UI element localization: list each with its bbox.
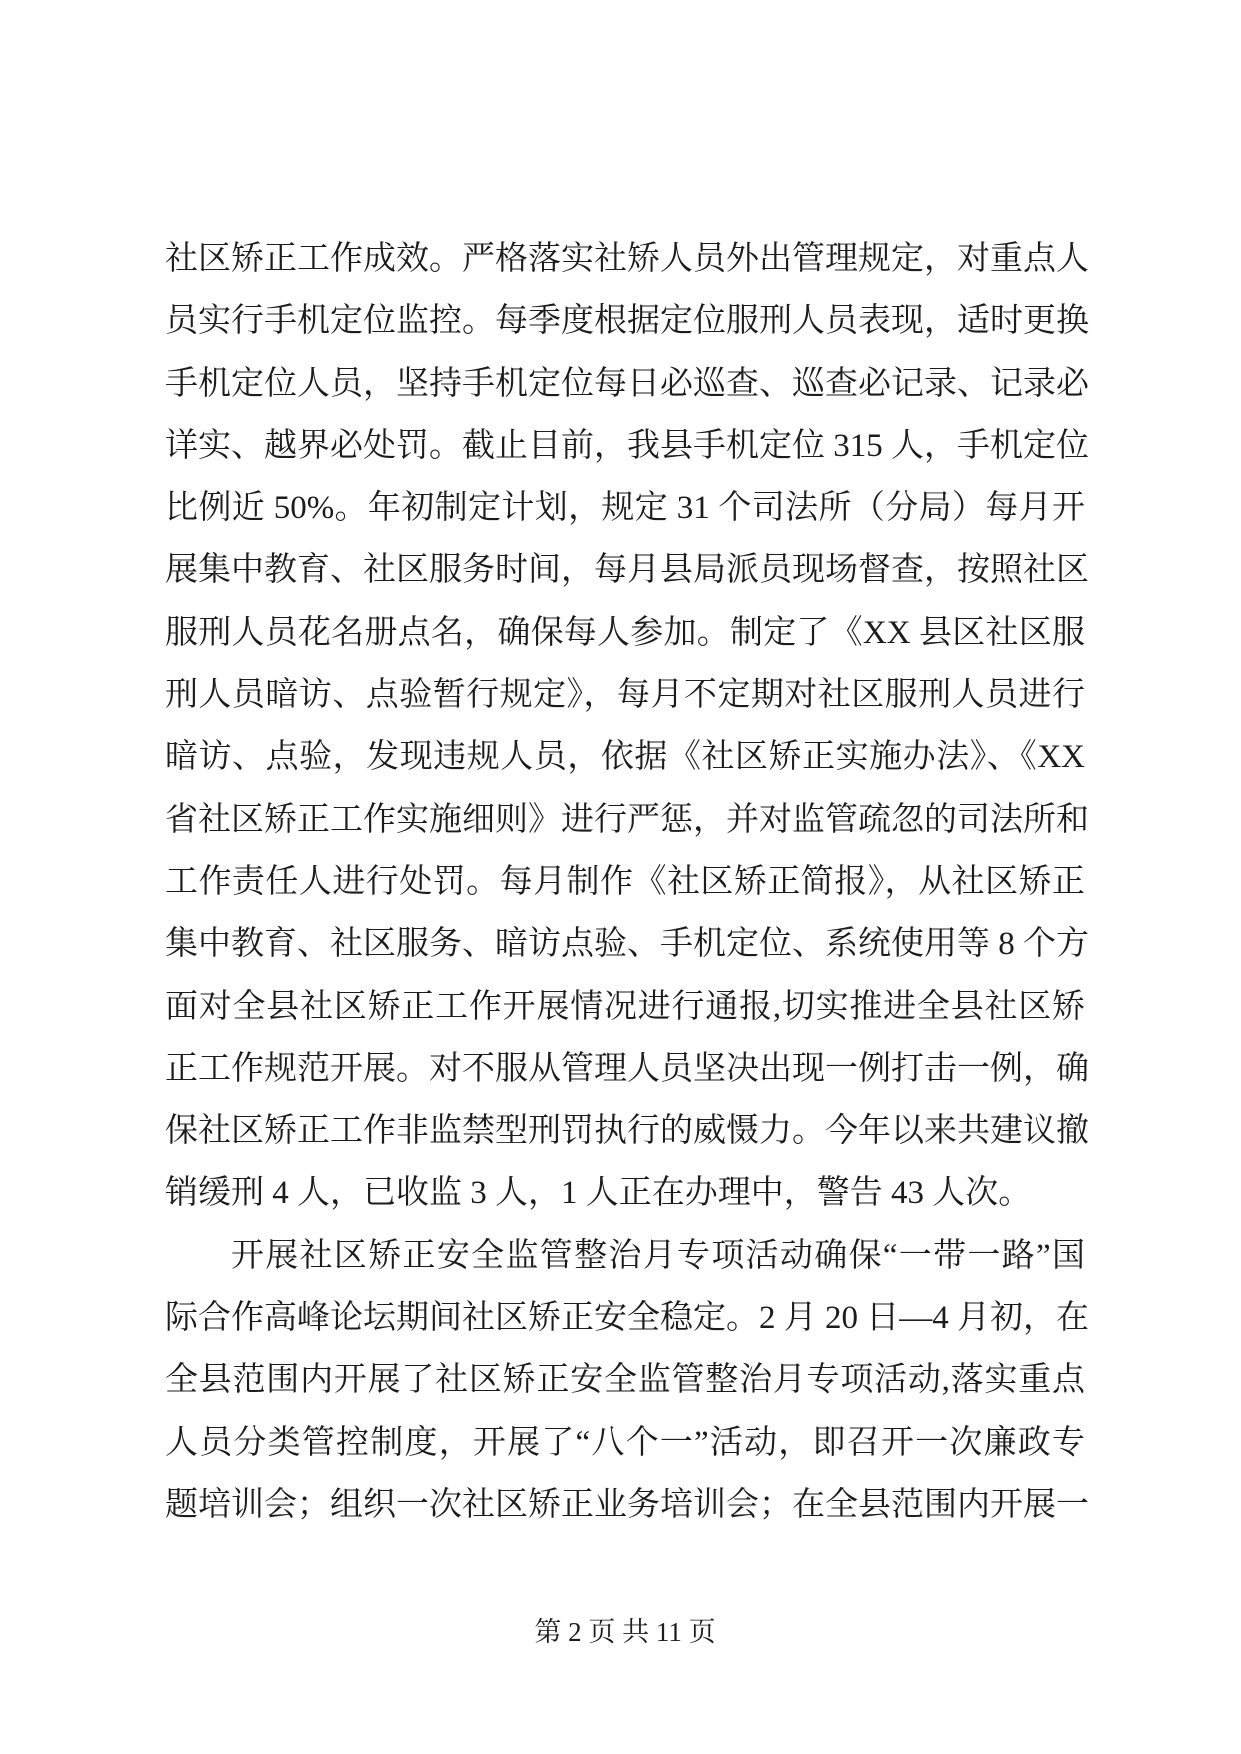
text-line: 员实行手机定位监控。每季度根据定位服刑人员表现，适时更换 bbox=[165, 303, 1089, 340]
text-line: 面对全县社区矫正工作开展情况进行通报,切实推进全县社区矫 bbox=[165, 988, 1085, 1025]
text-line: 服刑人员花名册点名，确保每人参加。制定了《XX 县区社区服 bbox=[165, 614, 1085, 651]
page-footer: 第 2 页 共 11 页 bbox=[534, 1617, 716, 1647]
text-line: 手机定位人员，坚持手机定位每日必巡查、巡查必记录、记录必 bbox=[165, 365, 1089, 402]
text-line: 工作责任人进行处罚。每月制作《社区矫正简报》，从社区矫正 bbox=[165, 863, 1085, 900]
text-line: 刑人员暗访、点验暂行规定》，每月不定期对社区服刑人员进行 bbox=[165, 677, 1085, 714]
text-line: 开展社区矫正安全监管整治月专项活动确保“一带一路”国 bbox=[231, 1237, 1085, 1274]
text-line: 际合作高峰论坛期间社区矫正安全稳定。2 月 20 日—4 月初，在 bbox=[165, 1300, 1089, 1337]
body-text bbox=[165, 228, 1089, 1536]
text-line: 集中教育、社区服务、暗访点验、手机定位、系统使用等 8 个方 bbox=[165, 926, 1089, 963]
text-line: 销缓刑 4 人，已收监 3 人，1 人正在办理中，警告 43 人次。 bbox=[165, 1175, 1032, 1212]
text-line: 人员分类管控制度，开展了“八个一”活动，即召开一次廉政专 bbox=[165, 1424, 1085, 1461]
text-line: 展集中教育、社区服务时间，每月县局派员现场督查，按照社区 bbox=[165, 552, 1089, 589]
text-line: 暗访、点验，发现违规人员，依据《社区矫正实施办法》、《XX bbox=[165, 739, 1085, 776]
text-line: 全县范围内开展了社区矫正安全监管整治月专项活动,落实重点 bbox=[165, 1362, 1085, 1399]
text-line: 保社区矫正工作非监禁型刑罚执行的威慑力。今年以来共建议撤 bbox=[165, 1113, 1089, 1150]
text-line: 社区矫正工作成效。严格落实社矫人员外出管理规定，对重点人 bbox=[165, 241, 1089, 277]
text-line: 省社区矫正工作实施细则》进行严惩，并对监管疏忽的司法所和 bbox=[165, 801, 1089, 838]
text-line: 详实、越界必处罚。截止目前，我县手机定位 315 人，手机定位 bbox=[165, 427, 1089, 464]
text-line: 比例近 50%。年初制定计划，规定 31 个司法所（分局）每月开 bbox=[165, 490, 1085, 527]
text-line: 正工作规范开展。对不服从管理人员坚决出现一例打击一例，确 bbox=[165, 1050, 1089, 1087]
text-line: 题培训会；组织一次社区矫正业务培训会；在全县范围内开展一 bbox=[165, 1486, 1089, 1523]
